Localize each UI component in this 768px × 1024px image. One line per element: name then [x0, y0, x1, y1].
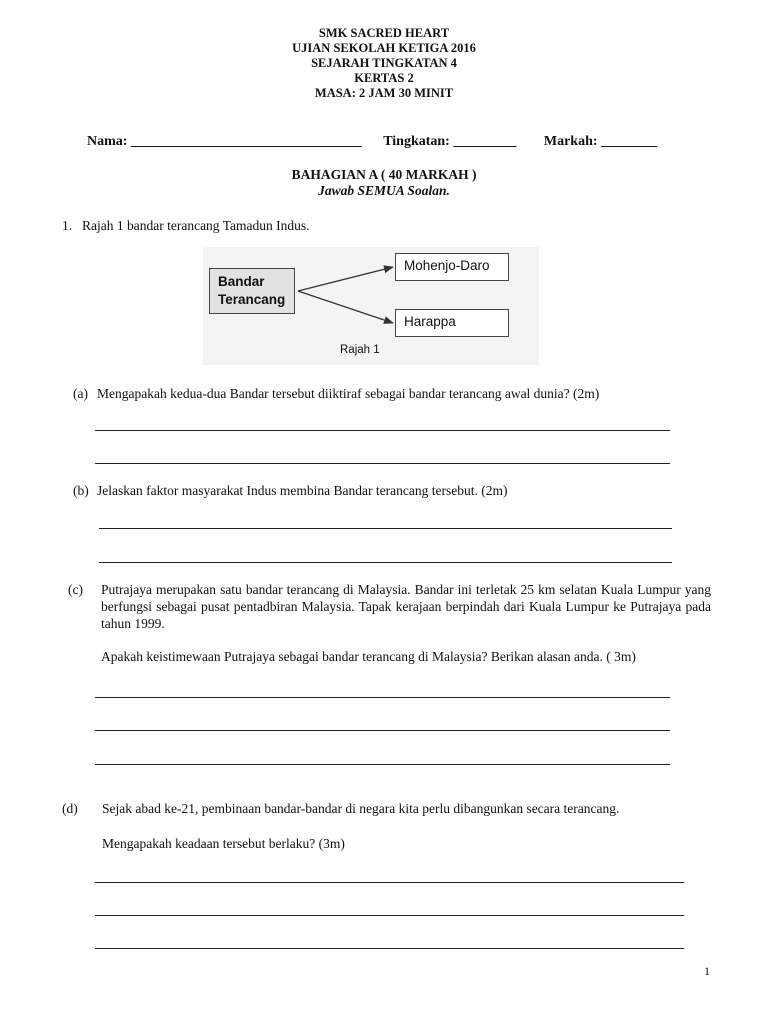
diagram-main-line1: Bandar	[218, 274, 265, 289]
answer-line-1b-1[interactable]	[99, 528, 672, 529]
exam-duration: MASA: 2 JAM 30 MINIT	[314, 86, 454, 100]
paper-title: KERTAS 2	[354, 71, 414, 85]
question-1a-label: (a)	[73, 386, 88, 401]
marks-field[interactable]: Markah: ________	[543, 134, 658, 149]
answer-line-1d-3[interactable]	[95, 948, 684, 949]
question-1-stem: Rajah 1 bandar terancang Tamadun Indus.	[82, 218, 310, 233]
question-1a-text: Mengapakah kedua-dua Bandar tersebut diiktiraf sebagai bandar terancang awal dunia? (2m)	[97, 386, 600, 401]
diagram-rajah-1	[203, 247, 539, 365]
arrow-to-mohenjo-daro	[298, 267, 393, 291]
question-1d-text: Sejak abad ke-21, pembinaan bandar-bandar di negara kita perlu dibangunkan secara terancang.	[102, 801, 620, 816]
answer-line-1c-1[interactable]	[95, 697, 670, 698]
question-1c-question: Apakah keistimewaan Putrajaya sebagai bandar terancang di Malaysia? Berikan alasan anda. ( 3m)	[101, 649, 636, 664]
question-1-number: 1.	[62, 218, 73, 233]
answer-line-1a-2[interactable]	[95, 463, 670, 464]
answer-line-1b-2[interactable]	[99, 562, 672, 563]
subject-title: SEJARAH TINGKATAN 4	[311, 56, 457, 70]
question-1d-question: Mengapakah keadaan tersebut berlaku? (3m)	[102, 836, 345, 851]
exam-title: UJIAN SEKOLAH KETIGA 2016	[292, 41, 476, 55]
school-name: SMK SACRED HEART	[318, 26, 450, 40]
section-heading	[0, 167, 768, 199]
question-1b-label: (b)	[73, 483, 89, 498]
diagram-main-box	[209, 268, 295, 314]
diagram-box-mohenjo-daro: Mohenjo-Daro	[395, 253, 509, 281]
student-info-line	[87, 134, 673, 150]
diagram-caption: Rajah 1	[340, 344, 380, 356]
question-1d-label: (d)	[62, 801, 78, 816]
answer-line-1d-1[interactable]	[95, 882, 684, 883]
diagram-main-line2: Terancang	[218, 292, 286, 307]
answer-line-1d-2[interactable]	[95, 915, 684, 916]
arrow-to-harappa	[298, 291, 393, 323]
name-field[interactable]: Nama: _________________________________	[87, 134, 362, 149]
section-title: BAHAGIAN A ( 40 MARKAH )	[291, 167, 477, 182]
question-1b-text: Jelaskan faktor masyarakat Indus membina Bandar terancang tersebut. (2m)	[97, 483, 508, 498]
page-number: 1	[704, 964, 710, 978]
level-field[interactable]: Tingkatan: _________	[383, 134, 517, 149]
question-1c-text: Putrajaya merupakan satu bandar terancang di Malaysia. Bandar ini terletak 25 km selatan Kuala Lumpur yang berfungsi sebagai pusat pentadbiran Malaysia. Tapak kerajaan berpindah dari Kuala Lumpur ke Putrajaya pada tahun 1999.	[101, 582, 711, 631]
question-1c-label: (c)	[68, 582, 83, 597]
answer-line-1c-3[interactable]	[95, 764, 670, 765]
answer-line-1a-1[interactable]	[95, 430, 670, 431]
section-instruction: Jawab SEMUA Soalan.	[318, 183, 450, 198]
exam-header	[0, 26, 768, 101]
answer-line-1c-2[interactable]	[95, 730, 670, 731]
diagram-box-harappa: Harappa	[395, 309, 509, 337]
